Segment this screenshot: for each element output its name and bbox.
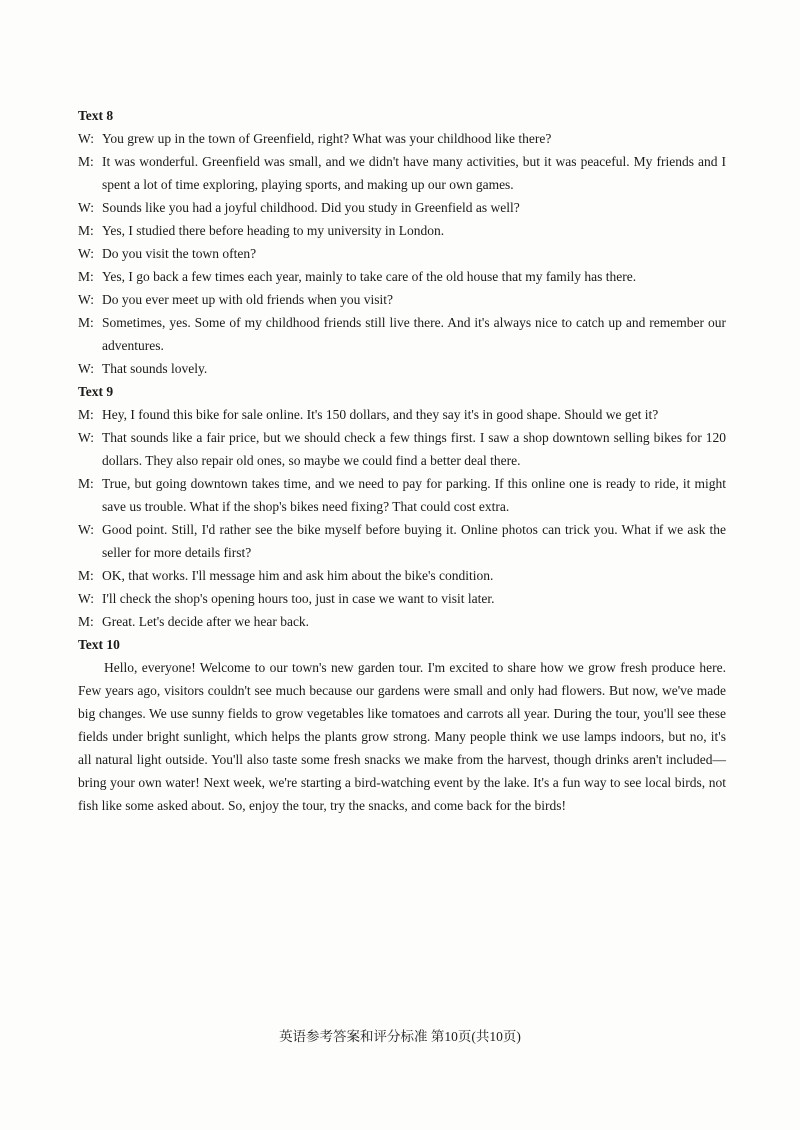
dialogue-line bbox=[78, 196, 726, 219]
dialogue-line bbox=[78, 426, 726, 472]
dialogue-text: Hey, I found this bike for sale online. It's 150 dollars, and they say it's in good shape. Should we get it? bbox=[102, 407, 659, 422]
dialogue-text: OK, that works. I'll message him and ask him about the bike's condition. bbox=[102, 568, 494, 583]
speaker-label: M: bbox=[78, 315, 94, 330]
dialogue-line bbox=[78, 150, 726, 196]
text9-dialogue bbox=[78, 403, 726, 633]
speaker-label: M: bbox=[78, 476, 94, 491]
dialogue-text: Great. Let's decide after we hear back. bbox=[102, 614, 310, 629]
speaker-label: M: bbox=[78, 223, 94, 238]
dialogue-line bbox=[78, 403, 726, 426]
speaker-label: M: bbox=[78, 407, 94, 422]
dialogue-line bbox=[78, 265, 726, 288]
speaker-label: M: bbox=[78, 568, 94, 583]
speaker-label: M: bbox=[78, 614, 94, 629]
dialogue-text: Good point. Still, I'd rather see the bike myself before buying it. Online photos can trick you. What if we ask the seller for more details first? bbox=[102, 522, 726, 560]
document-body bbox=[78, 104, 726, 817]
text10-title: Text 10 bbox=[78, 637, 120, 652]
dialogue-line bbox=[78, 472, 726, 518]
dialogue-text: Do you visit the town often? bbox=[102, 246, 257, 261]
speaker-label: M: bbox=[78, 154, 94, 169]
dialogue-text: You grew up in the town of Greenfield, right? What was your childhood like there? bbox=[102, 131, 552, 146]
speaker-label: W: bbox=[78, 591, 94, 606]
speaker-label: W: bbox=[78, 522, 94, 537]
speaker-label: W: bbox=[78, 361, 94, 376]
speaker-label: W: bbox=[78, 131, 94, 146]
text8-dialogue bbox=[78, 127, 726, 380]
dialogue-line bbox=[78, 610, 726, 633]
text8-title: Text 8 bbox=[78, 108, 114, 123]
dialogue-line bbox=[78, 242, 726, 265]
dialogue-text: It was wonderful. Greenfield was small, and we didn't have many activities, but it was peaceful. My friends and I spent a lot of time exploring, playing sports, and making up our own games. bbox=[102, 154, 726, 192]
dialogue-text: True, but going downtown takes time, and we need to pay for parking. If this online one is ready to ride, it might save us trouble. What if the shop's bikes need fixing? That could cost extra. bbox=[102, 476, 726, 514]
dialogue-text: I'll check the shop's opening hours too, just in case we want to visit later. bbox=[102, 591, 495, 606]
dialogue-text: Yes, I studied there before heading to my university in London. bbox=[102, 223, 445, 238]
text10-monologue: Hello, everyone! Welcome to our town's new garden tour. I'm excited to share how we grow fresh produce here. Few years ago, visitors couldn't see much because our gardens were small and only had flowers. But now, we've made big changes. We use sunny fields to grow vegetables like tomatoes and carrots all year. During the tour, you'll see these fields under bright sunlight, which helps the plants grow strong. Many people think we use lamps indoors, but no, it's all natural light outside. You'll also taste some fresh snacks we make from the harvest, though drinks aren't included—bring your own water! Next week, we're starting a bird-watching event by the lake. It's a fun way to see local birds, not fish like some asked about. So, enjoy the tour, try the snacks, and come back for the birds! bbox=[78, 660, 726, 813]
dialogue-text: Sounds like you had a joyful childhood. Did you study in Greenfield as well? bbox=[102, 200, 520, 215]
dialogue-line bbox=[78, 587, 726, 610]
dialogue-line bbox=[78, 288, 726, 311]
dialogue-line bbox=[78, 518, 726, 564]
dialogue-line bbox=[78, 357, 726, 380]
speaker-label: W: bbox=[78, 430, 94, 445]
page-footer: 英语参考答案和评分标准 第10页(共10页) bbox=[279, 1029, 521, 1044]
dialogue-text: That sounds lovely. bbox=[102, 361, 208, 376]
dialogue-text: Do you ever meet up with old friends when you visit? bbox=[102, 292, 393, 307]
dialogue-line bbox=[78, 219, 726, 242]
dialogue-line bbox=[78, 311, 726, 357]
dialogue-text: Sometimes, yes. Some of my childhood friends still live there. And it's always nice to catch up and remember our adventures. bbox=[102, 315, 726, 353]
speaker-label: W: bbox=[78, 246, 94, 261]
dialogue-text: Yes, I go back a few times each year, mainly to take care of the old house that my family has there. bbox=[102, 269, 637, 284]
text9-title: Text 9 bbox=[78, 384, 114, 399]
speaker-label: W: bbox=[78, 200, 94, 215]
speaker-label: M: bbox=[78, 269, 94, 284]
speaker-label: W: bbox=[78, 292, 94, 307]
dialogue-line bbox=[78, 127, 726, 150]
dialogue-line bbox=[78, 564, 726, 587]
dialogue-text: That sounds like a fair price, but we should check a few things first. I saw a shop downtown selling bikes for 120 dollars. They also repair old ones, so maybe we could find a better deal there. bbox=[102, 430, 726, 468]
